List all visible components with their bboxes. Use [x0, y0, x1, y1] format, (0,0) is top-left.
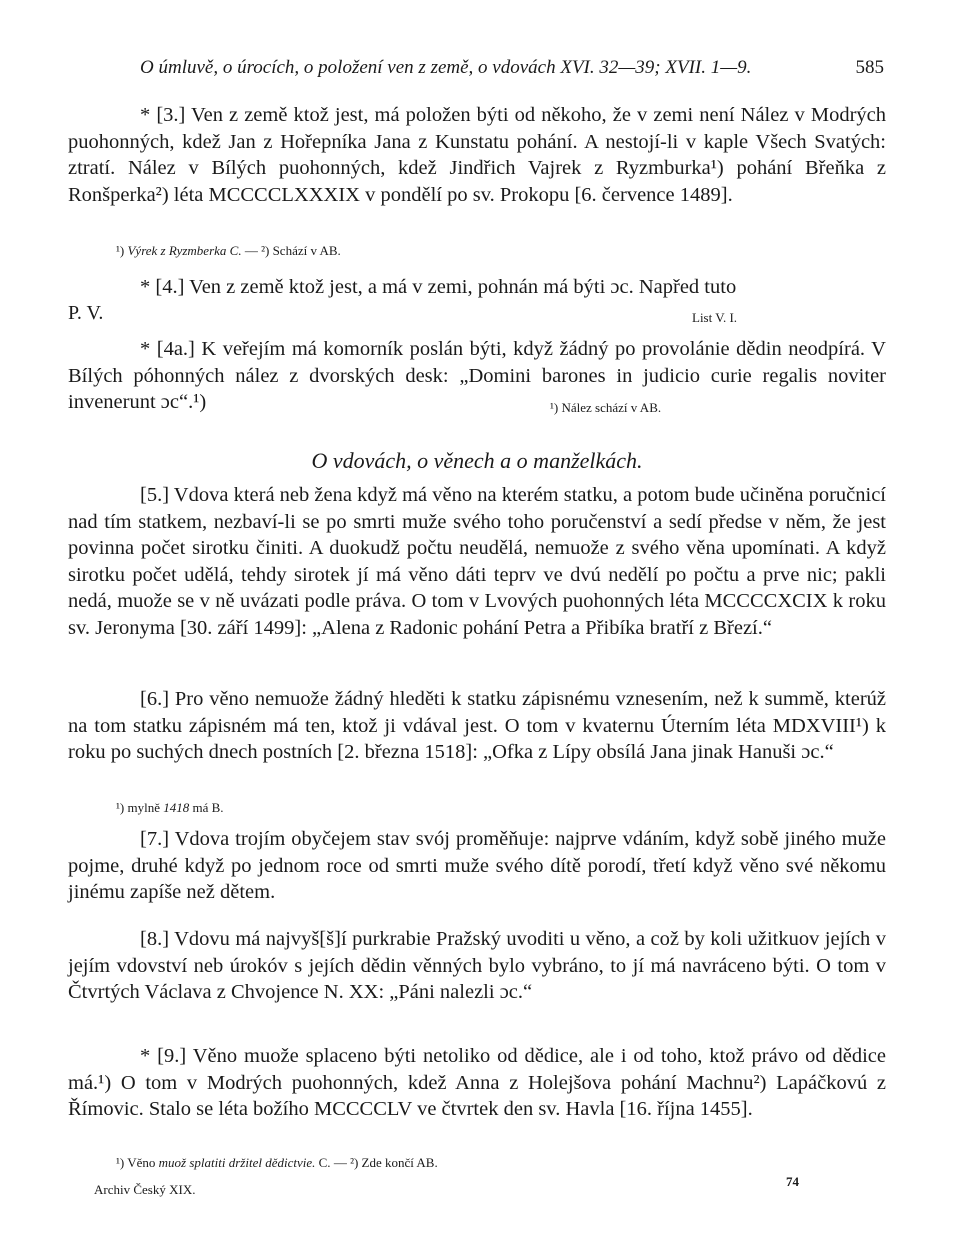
footnote-text: mylně — [127, 800, 160, 815]
page-number: 585 — [855, 57, 884, 78]
footnote-4a: ¹) Nález schází v AB. — [550, 400, 662, 415]
footnote-text: má B. — [192, 800, 224, 815]
paragraph-3: * [3.] Ven z země ktož jest, má položen býti od někoho, že v zemi není Nález v Modrých puohonných, kdež Jan z Hořepníka Jana z Kunstatu pohání. A nestojí-li v kaple Všech Svatých: ztratí. Nález v Bílých puohonných, kdež Jindřich Vajrek z Ryzmburka¹) pohání Břeňka z Ronšperka²) léta MCCCCLXXXIX v pondělí po sv. Prokopu [6. července 1489]. — [68, 104, 886, 206]
sheet-number: 74 — [786, 1174, 799, 1189]
footnote-9 — [116, 1155, 438, 1171]
page-header — [68, 57, 888, 79]
footnote-text: 1418 — [163, 800, 190, 815]
paragraph-7: [7.] Vdova trojím obyčejem stav svój proměňuje: najprve vdáním, když sobě jiného muže pojme, druhé když po jednom roce od smrti muže svého dítě porodí, třetí když věno své někomu jinému zapíše než dětem. — [68, 828, 886, 903]
paragraph-4: * [4.] Ven z země ktož jest, a má v zemi, pohnán má býti ɔc. Napřed tuto — [140, 276, 737, 298]
section-heading: O vdovách, o věnech a o manželkách. — [311, 448, 643, 473]
footnote-text: Schází v AB. — [272, 243, 341, 258]
paragraph-8: [8.] Vdovu má najvyš[š]í purkrabie Pražský uvoditi u věno, a což by koli užitkuov jejích v jejím vdovství neb úrokóv s jejích dědin věnných bylo vybráno, to jí má navráceno býti. O tom v Čtvrtých Václava z Chvojence N. XX: „Páni nalezli ɔc.“ — [68, 928, 886, 1003]
footnote-marker: ²) — [261, 243, 270, 258]
footnote-text: Zde končí AB. — [361, 1155, 438, 1170]
signature-mark: Archiv Český XIX. — [94, 1182, 196, 1197]
footnote-separator: — — [333, 1155, 347, 1170]
footnote-text: Výrek z Ryzmberka C. — [127, 243, 242, 258]
footnote-marker: ¹) — [116, 243, 125, 258]
paragraph-6: [6.] Pro věno nemuože žádný hleděti k statku zápisnému vznesením, než k summě, kterúž na tom statku zápisném má ten, ktož ji vdával jest. O tom v kvaternu Úterním léta MDXVIII¹) k roku po suchých dnech postních [2. března 1518]: „Ofka z Lípy obsílá Jana jinak Hanuši ɔc.“ — [68, 688, 886, 763]
paragraph-9: * [9.] Věno muože splaceno býti netoliko od dědice, ale i od toho, ktož právo od dědice má.¹) O tom v Modrých puohonných, kdež Anna z Holejšova pohání Machnu²) Lapáčkovú z Římovic. Stalo se léta božího MCCCCLV ve čtvrtek den sv. Havla [16. října 1455]. — [68, 1045, 886, 1120]
footnote-3 — [116, 243, 341, 259]
footnote-separator: — — [244, 243, 258, 258]
running-title: O úmluvě, o úrocích, o položení ven z země, o vdovách XVI. 32—39; XVII. 1—9. — [140, 57, 752, 78]
footnote-6 — [116, 800, 224, 816]
footnote-marker: ¹) — [116, 1155, 125, 1170]
footnote-text: C. — [318, 1155, 331, 1170]
footnote-marker: ¹) — [116, 800, 125, 815]
footnote-text: Věno — [127, 1155, 156, 1170]
footnote-marker: ²) — [350, 1155, 359, 1170]
paragraph-5: [5.] Vdova která neb žena když má věno na kterém statku, a potom bude učiněna poručnicí nad tím statkem, nezbaví-li se po smrti muže svého toho poručenství a sedí předse v něm, že jest povinna počet sirotku činiti. A duokudž počtu neudělá, nemuože z svého věna upomínati. A když sirotku počet udělá, tehdy sirotek jí má věno dáti teprv ve dvú nedělí po počtu a prve nic; pakli nedá, muože se v ně uvázati podle práva. O tom v Lvových puohonných léta MCCCCXCIX k roku sv. Jeronyma [30. září 1499]: „Alena z Radonic pohání Petra a Přibíka bratří z Březí.“ — [68, 484, 886, 639]
paragraph-4-right-label: List V. I. — [692, 310, 738, 325]
footnote-text: muož splatiti držitel dědictvie. — [158, 1155, 316, 1170]
paragraph-4-left-label: P. V. — [68, 302, 104, 324]
paragraph-4a: * [4a.] K veřejím má komorník poslán býti, když žádný po provolánie dědin neodpírá. V Bílých póhonných nález z dvorských desk: „Domini barones in judicio curie regalis noviter invenerunt ɔc“.¹) — [68, 338, 886, 413]
